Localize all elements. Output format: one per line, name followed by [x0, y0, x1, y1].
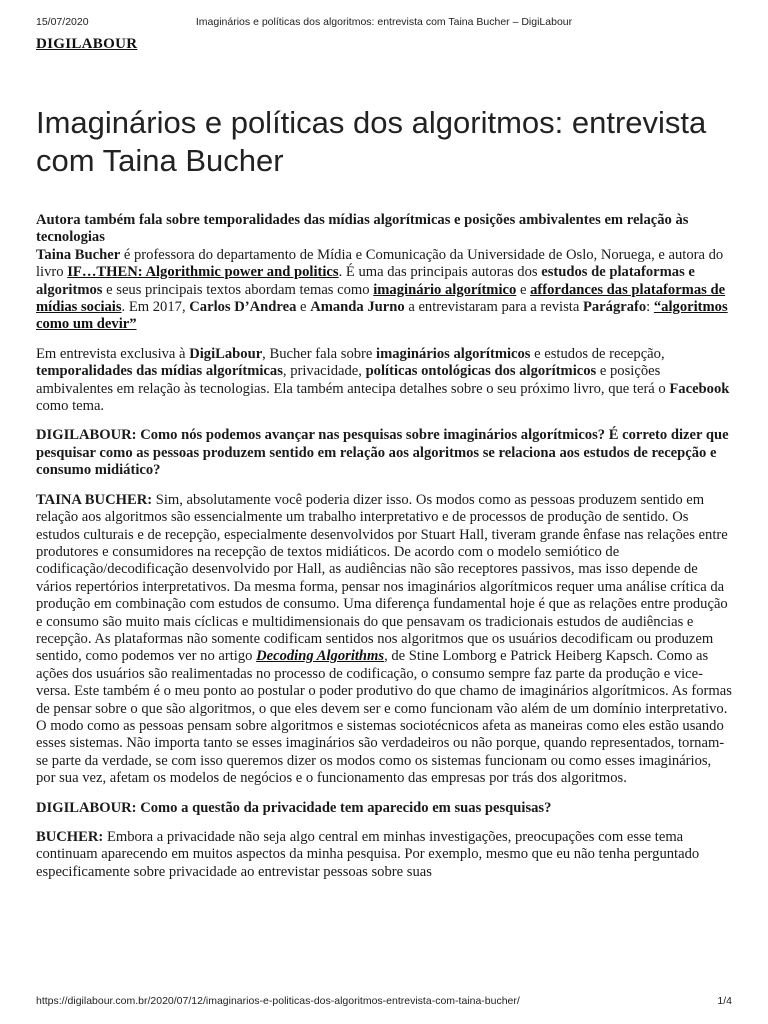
site-name-link[interactable]: DIGILABOUR [36, 36, 138, 52]
decoding-algorithms-link[interactable]: Decoding Algorithms [256, 648, 385, 665]
print-date: 15/07/2020 [36, 16, 89, 28]
article-body [36, 212, 734, 893]
intro-paragraph: Taina Bucher é professora do departamento de Mídia e Comunicação da Universidade de Oslo, Noruega, e autora do livro IF…THEN: Algorithmic power and politics. É uma das principais autoras dos estudos de plataformas e algoritmos e seus principais textos abordam temas como imaginário algorítmico e affordances das plataformas de mídias sociais. Em 2017, Carlos D’Andrea e Amanda Jurno a entrevistaram para a revista Parágrafo: “algoritmos como um devir” [36, 246, 728, 333]
article-title: Imaginários e políticas dos algoritmos: entrevista com Taina Bucher [36, 105, 707, 178]
answer-2: BUCHER: Embora a privacidade não seja algo central em minhas investigações, preocupações com esse tema continuam aparecendo em muitos aspectos da minha pesquisa. Por exemplo, mesmo que eu não tenha perguntado especificamente sobre privacidade ao entrevistar pessoas sobre suas [36, 829, 700, 880]
algorithmic-imaginary-link[interactable]: imaginário algorítmico [373, 281, 517, 298]
speaker-label: TAINA BUCHER: [36, 491, 153, 508]
overview-paragraph: Em entrevista exclusiva à DigiLabour, Bucher fala sobre imaginários algorítmicos e estudos de recepção, temporalidades das mídias algorítmicas, privacidade, políticas ontológicas dos algorítmicos e posições ambivalentes em relação às tecnologias. Ela também antecipa detalhes sobre o seu próximo livro, que terá o Facebook como tema. [36, 345, 730, 415]
interview-link[interactable]: “algoritmos como um devir” [36, 299, 728, 333]
author-name: Taina Bucher [36, 246, 121, 263]
question-1: DIGILABOUR: Como nós podemos avançar nas pesquisas sobre imaginários algorítmicos? É correto dizer que pesquisar como as pessoas produzem sentido em relação aos algoritmos se relaciona aos estudos de recepção e consumo midiático? [36, 427, 729, 479]
affordances-link[interactable]: affordances das plataformas de mídias sociais [36, 281, 726, 316]
answer-1: TAINA BUCHER: Sim, absolutamente você poderia dizer isso. Os modos como as pessoas produzem sentido em relação aos algoritmos são essencialmente um trabalho interpretativo e de processos de produção de sentido. Os estudos culturais e de recepção, especialmente desenvolvidos por Stuart Hall, tiveram grande ênfase nas relações entre produtores e consumidores na recepção de textos midiáticos. De acordo com o modelo semiótico de codificação/decodificação desenvolvido por Hall, as audiências não são receptores passivos, mas isso depende de vários repertórios interpretativos. Da mesma forma, pensar nos imaginários algorítmicos requer uma análise crítica da produção em combinação com estudos de consumo. Uma diferença fundamental hoje é que as relações entre produção e consumo são muito mais cíclicas e multidimensionais do que pensavam os tradicionais estudos de audiências e recepção. As plataformas não somente codificam sentidos nos algoritmos que os usuários decodificam ou produzem sentido, como podemos ver no artigo Decoding Algorithms, de Stine Lomborg e Patrick Heiberg Kapsch. Como as ações dos usuários são realimentadas no processo de codificação, o consumo sempre faz parte da produção e vice-versa. Este também é o meu ponto ao postular o poder produtivo do que chamo de imaginários algorítmicos. As formas de pensar sobre o que são algoritmos, o que eles devem ser e como funcionam vão além de um domínio interpretativo. O modo como as pessoas pensam sobre algoritmos e sistemas sociotécnicos afeta as maneiras como eles estão usando esses sistemas. Não importa tanto se esses imaginários são verdadeiros ou não porque, quando representados, tornam-se parte da verdade, se com isso queremos dizer os modos como os sistemas funcionam ou como esses imaginários, por sua vez, afetam os modelos de negócios e o funcionamento das empresas por trás dos algoritmos. [36, 491, 732, 787]
page-url: https://digilabour.com.br/2020/07/12/imaginarios-e-politicas-dos-algoritmos-entrevista-com-taina-bucher/ [36, 995, 520, 1007]
book-link[interactable]: IF…THEN: Algorithmic power and politics [67, 264, 339, 281]
question-2: DIGILABOUR: Como a questão da privacidade tem aparecido em suas pesquisas? [36, 799, 552, 816]
speaker-label: BUCHER: [36, 829, 104, 845]
page-number: 1/4 [717, 995, 732, 1007]
article-subtitle: Autora também fala sobre temporalidades das mídias algorítmicas e posições ambivalentes em relação às tecnologias [36, 212, 689, 246]
print-document-title: Imaginários e políticas dos algoritmos: entrevista com Taina Bucher – DigiLabour [195, 16, 573, 28]
